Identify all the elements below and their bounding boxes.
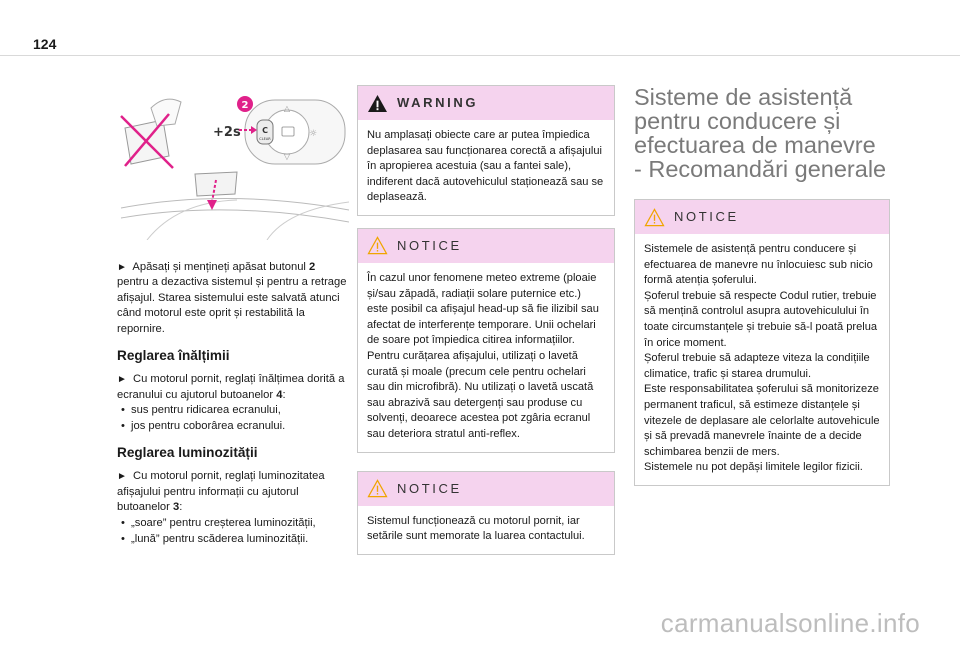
- warning-box-header: [358, 86, 614, 120]
- notice-text-weather: În cazul unor fenomene meteo extreme (ploaie și/sau zăpadă, radiații solare puternice etc.) este posibil ca afișajul head-up să fie ilizibil sau afectat de interferențe temporare. Unii ochelari de soare pot împiedica citirea informațiilor.: [367, 271, 599, 347]
- notice-box-weather: [357, 228, 615, 453]
- watermark: carmanualsonline.info: [660, 608, 920, 638]
- notice-title: NOTICE: [397, 238, 462, 254]
- svg-text:▽: ▽: [283, 152, 291, 161]
- warning-filled-icon: [367, 94, 388, 113]
- page-number: 124: [33, 36, 57, 52]
- svg-text:△: △: [283, 104, 291, 113]
- column-3: [634, 85, 890, 498]
- notice-line: Șoferul trebuie să adapteze viteza la condițiile climatice, trafic și starea drumului.: [644, 352, 870, 380]
- brightness-heading: Reglarea luminozității: [117, 444, 258, 460]
- notice-box-header: [358, 472, 614, 506]
- hud-illustration: [117, 90, 349, 240]
- notice-body: [635, 234, 889, 485]
- warning-box: [357, 85, 615, 216]
- press-duration-label: +2s: [213, 125, 241, 140]
- step-height: ► Cu motorul pornit, reglați înălțimea dorită a ecranului cu ajutorul butoanelor 4:: [117, 373, 345, 401]
- warning-text: Nu amplasați obiecte care ar putea împiedica deplasarea sau funcționarea corectă a afișajului în apropierea acestuia (sau a fantei sale), indiferent dacă autovehiculul staționează sau se deplasează.: [367, 129, 604, 204]
- arrow-icon: ►: [117, 261, 127, 273]
- notice-outline-icon: [367, 236, 388, 255]
- column-2: [357, 85, 615, 567]
- list-item: • jos pentru coborârea ecranului.: [117, 419, 349, 435]
- svg-text:☼: ☼: [308, 129, 318, 139]
- step-brightness: ► Cu motorul pornit, reglați luminozitatea afișajului pentru informații cu ajutorul butoanelor 3:: [117, 470, 325, 514]
- column-1: [117, 90, 349, 557]
- header-divider: [0, 55, 960, 56]
- notice-line: Este responsabilitatea șoferului să monitorizeze permanent traficul, să estimeze distanțele și vitezele de deplasare ale celorlalte autovehicule și să prevadă manevrele înainte de a decide schimbarea benzii de mers.: [644, 383, 880, 458]
- arrow-icon: ►: [117, 374, 127, 386]
- list-item: • sus pentru ridicarea ecranului,: [117, 403, 349, 419]
- button-label: C: [262, 126, 268, 135]
- notice-outline-icon: [644, 208, 665, 227]
- notice-box-header: [635, 200, 889, 234]
- warning-title: WARNING: [397, 95, 479, 111]
- arrow-icon: ►: [117, 471, 127, 483]
- list-item: • „soare” pentru creșterea luminozității,: [117, 516, 349, 532]
- notice-title: NOTICE: [674, 209, 739, 225]
- notice-title: NOTICE: [397, 480, 462, 496]
- step-deactivate: ► Apăsați și mențineți apăsat butonul 2 pentru a dezactiva sistemul și pentru a retrage afișajul. Starea sistemului este salvată atunci când motorul este oprit și restabilită la repornire.: [117, 260, 347, 335]
- button-caption: CLEAR: [259, 137, 271, 141]
- notice-outline-icon: [367, 479, 388, 498]
- height-bullets: [117, 403, 349, 434]
- notice-box-header: [358, 229, 614, 263]
- notice-line: Șoferul trebuie să respecte Codul rutier, trebuie să mențină controlul asupra autovehiculului în toate circumstanțele și trebuie să-l poată prelua în orice moment.: [644, 289, 878, 349]
- notice-box-memory: [357, 471, 615, 555]
- notice-text-memory: Sistemul funcționează cu motorul pornit, iar setările sunt memorate la luarea contactului.: [367, 514, 585, 543]
- notice-box-assist: [634, 199, 890, 486]
- section-title: Sisteme de asistență pentru conducere și efectuarea de manevre - Recomandări generale: [634, 84, 887, 182]
- notice-line: Sistemele nu pot depăși limitele legilor fizicii.: [644, 461, 863, 474]
- callout-number: 2: [241, 100, 249, 111]
- brightness-bullets: [117, 516, 349, 547]
- notice-line: Sistemele de asistență pentru conducere și efectuarea de manevre nu înlocuiesc sub nicio formă atenția șoferului.: [644, 243, 873, 287]
- list-item: • „lună” pentru scăderea luminozității.: [117, 532, 349, 548]
- height-heading: Reglarea înălțimii: [117, 347, 230, 363]
- notice-text-cleaning: Pentru curățarea afișajului, utilizați o lavetă curată și moale (precum cele pentru ochelari sau din microfibră). Nu utilizați o lavetă uscată sau abrazivă sau detergenți sau produse cu solvenți, deoarece acestea pot zgâria ecranul sau deteriora stratul anti-reflex.: [367, 349, 594, 440]
- notice-body: [358, 263, 614, 452]
